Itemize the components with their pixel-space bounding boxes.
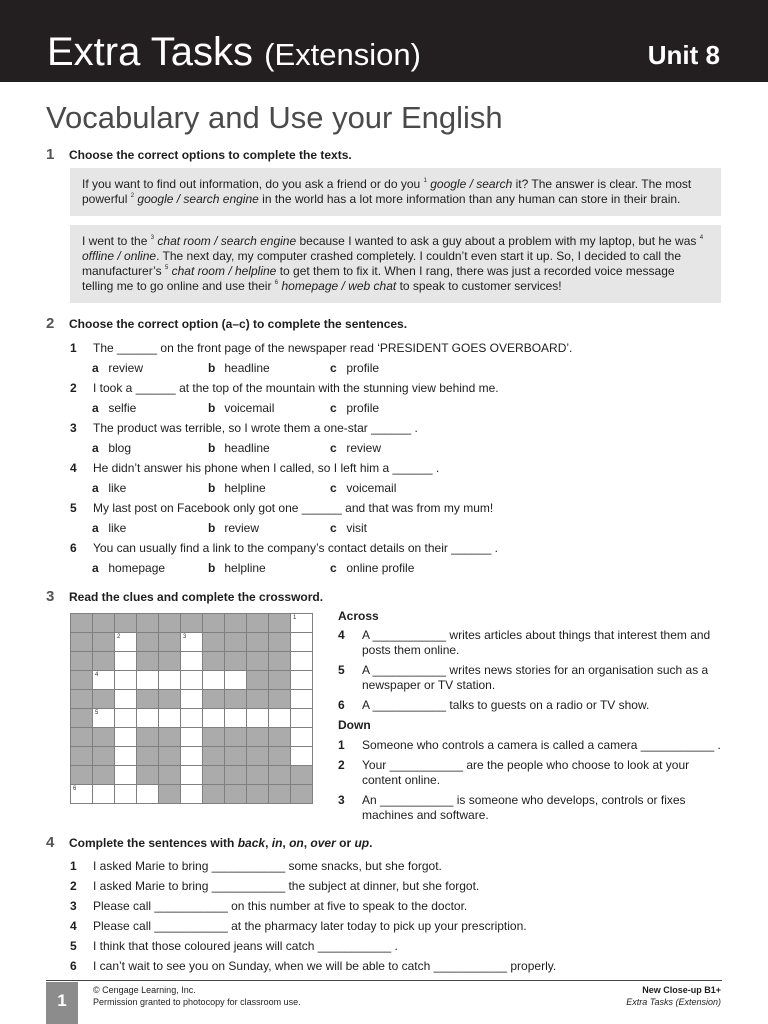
option-c[interactable]: c online profile xyxy=(330,561,415,575)
text-box-2: I went to the $^3$ chat room / search engine because I wanted to ask a guy about a problem with my laptop, but he was $^4$ offline / online. The next day, my computer crashed completely. I couldn’t even start it up. So, I decided to call the manufacturer’s $^5$ chat room / helpline to get them to fix it. When I rang, there was just a recorded voice message telling me to go online and use their $^6$ homepage / web chat to speak to customer services! xyxy=(70,225,721,303)
option-b[interactable]: b helpline xyxy=(208,481,266,495)
footer-right: New Close-up B1+ Extra Tasks (Extension) xyxy=(626,985,721,1007)
option-1: google / search xyxy=(430,177,513,191)
option-6: homepage / web chat xyxy=(281,279,397,293)
down-heading: Down xyxy=(338,718,371,732)
sentence-item: 3 Please call ___________ on this number at five to speak to the doctor. xyxy=(70,899,468,913)
section-title: Vocabulary and Use your English xyxy=(46,100,503,135)
option-4: offline / online xyxy=(82,249,157,263)
text-box-1: If you want to find out information, do you ask a friend or do you $^1$ google / search it? The answer is clear. The most powerful $^2$ google / search engine in the world has a lot more information than any human can store in their brain. xyxy=(70,168,721,216)
option-a[interactable]: a like xyxy=(92,481,127,495)
option-c[interactable]: c profile xyxy=(330,401,380,415)
sentence-item: 4 Please call ___________ at the pharmacy later today to pick up your prescription. xyxy=(70,919,527,933)
page-title xyxy=(47,28,421,79)
exercise-number: 4 xyxy=(46,834,55,851)
option-a[interactable]: a review xyxy=(92,361,144,375)
across-clue: 6 A ___________ talks to guests on a radio or TV show. xyxy=(338,698,650,712)
option-5: chat room / helpline xyxy=(171,264,277,278)
option-b[interactable]: b headline xyxy=(208,361,270,375)
sentence-item: 2 I took a ______ at the top of the mountain with the stunning view behind me. xyxy=(70,381,499,395)
down-clue: 1 Someone who controls a camera is called a camera ___________ . xyxy=(338,738,721,752)
exercise-number: 3 xyxy=(46,588,55,605)
sentence-item: 1 I asked Marie to bring ___________ some snacks, but she forgot. xyxy=(70,859,442,873)
option-b[interactable]: b headline xyxy=(208,441,270,455)
option-b[interactable]: b helpline xyxy=(208,561,266,575)
page-number: 1 xyxy=(46,982,78,1024)
exercise-2-instruction: 2 Choose the correct option (a–c) to complete the sentences. xyxy=(46,315,408,332)
down-clue: 3 An ___________ is someone who develops, controls or fixes machines and software. xyxy=(338,793,686,822)
sentence-item: 5 My last post on Facebook only got one ______ and that was from my mum! xyxy=(70,501,494,515)
option-a[interactable]: a blog xyxy=(92,441,132,455)
header-banner xyxy=(0,0,768,82)
footer-left: © Cengage Learning, Inc. Permission granted to photocopy for classroom use. xyxy=(93,985,301,1007)
exercise-3-instruction: 3 Read the clues and complete the crossword. xyxy=(46,588,324,605)
option-a[interactable]: a homepage xyxy=(92,561,166,575)
exercise-4-instruction: 4 Complete the sentences with back, in, on, over or up. xyxy=(46,834,373,851)
title-main: Extra Tasks xyxy=(47,30,253,74)
footer-divider xyxy=(46,980,722,981)
option-c[interactable]: c profile xyxy=(330,361,380,375)
across-clue: 5 A ___________ writes news stories for an organisation such as a newspaper or TV station. xyxy=(338,663,709,692)
exercise-number: 1 xyxy=(46,146,55,163)
exercise-number: 2 xyxy=(46,315,55,332)
option-3: chat room / search engine xyxy=(157,234,297,248)
option-c[interactable]: c voicemail xyxy=(330,481,397,495)
sentence-item: 6 I can’t wait to see you on Sunday, when we will be able to catch ___________ properly. xyxy=(70,959,557,973)
sentence-item: 5 I think that those coloured jeans will catch ___________ . xyxy=(70,939,398,953)
option-a[interactable]: a like xyxy=(92,521,127,535)
option-c[interactable]: c visit xyxy=(330,521,368,535)
across-heading: Across xyxy=(338,609,379,623)
sentence-item: 1 The ______ on the front page of the newspaper read ‘PRESIDENT GOES OVERBOARD’. xyxy=(70,341,573,355)
unit-label: Unit 8 xyxy=(647,40,720,70)
exercise-1-instruction: 1 Choose the correct options to complete the texts. xyxy=(46,146,352,163)
title-sub: (Extension) xyxy=(264,37,421,72)
option-2: google / search engine xyxy=(137,192,259,206)
across-clue: 4 A ___________ writes articles about things that interest them and posts them online. xyxy=(338,628,711,657)
sentence-item: 4 He didn’t answer his phone when I called, so I left him a ______ . xyxy=(70,461,440,475)
sentence-item: 3 The product was terrible, so I wrote them a one-star ______ . xyxy=(70,421,418,435)
option-c[interactable]: c review xyxy=(330,441,382,455)
option-b[interactable]: b review xyxy=(208,521,260,535)
down-clue: 2 Your ___________ are the people who choose to look at your content online. xyxy=(338,758,690,787)
sentence-item: 2 I asked Marie to bring ___________ the subject at dinner, but she forgot. xyxy=(70,879,480,893)
crossword-grid: 1 2 3 4 5 6 xyxy=(70,613,313,804)
option-b[interactable]: b voicemail xyxy=(208,401,275,415)
option-a[interactable]: a selfie xyxy=(92,401,137,415)
sentence-item: 6 You can usually find a link to the company’s contact details on their ______ . xyxy=(70,541,498,555)
